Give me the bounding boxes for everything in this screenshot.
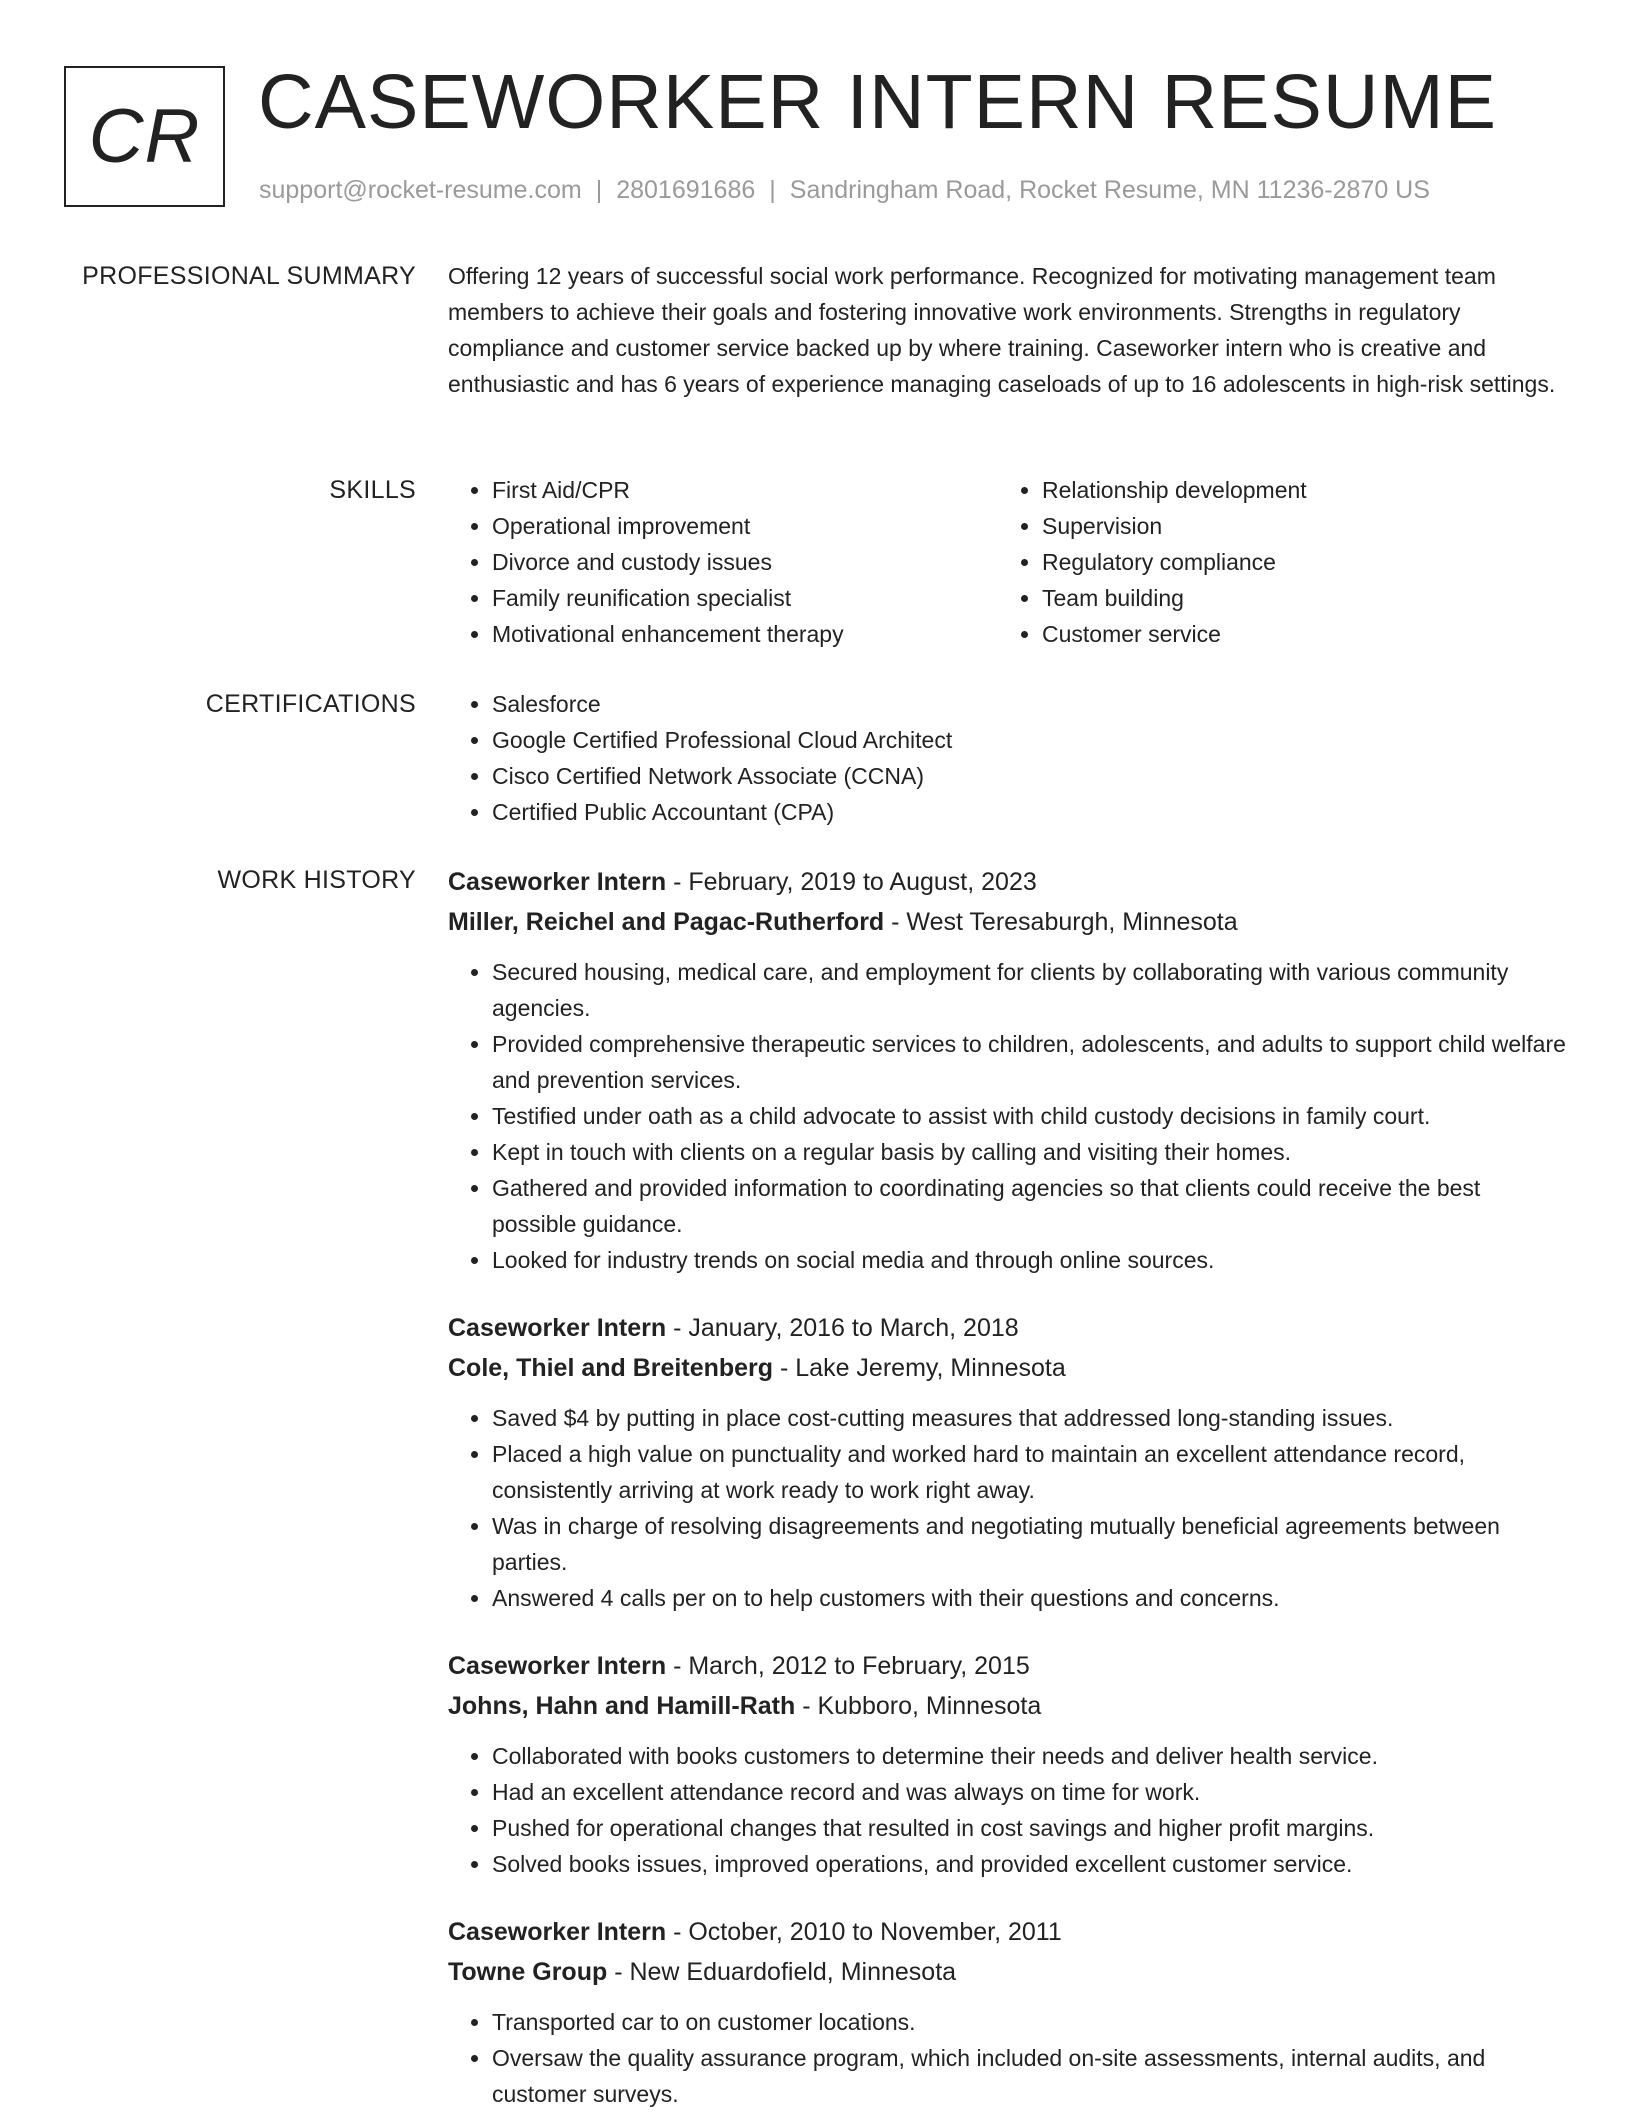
monogram-logo: CR [64,66,225,207]
job-company: Miller, Reichel and Pagac-Rutherford [448,908,885,936]
section-label-certifications: CERTIFICATIONS [205,690,416,718]
job-title: Caseworker Intern [448,1652,667,1680]
contact-separator: | [595,176,603,204]
list-item: • Testified under oath as a child advocate to assist with child custody decisions in family court. [492,1098,1568,1134]
job-company-line [448,902,1568,942]
job-title-line [448,1308,1568,1348]
list-item: • Secured housing, medical care, and employment for clients by collaborating with various community agencies. [492,954,1568,1026]
job-entry [448,1308,1568,1616]
contact-address: Sandringham Road, Rocket Resume, MN 11236-2870 US [789,176,1430,204]
list-item: • Supervision [1042,508,1548,544]
job-dates: - January, 2016 to March, 2018 [666,1314,1019,1342]
job-company-line [448,1686,1568,1726]
job-bullets [448,954,1568,1278]
list-item: • Placed a high value on punctuality and worked hard to maintain an excellent attendance record, consistently arriving at work ready to work right away. [492,1436,1568,1508]
work-history-body [448,862,1568,2112]
contact-separator: | [769,176,776,204]
list-item: • Cisco Certified Network Associate (CCNA) [492,758,1568,794]
job-title-line [448,862,1568,902]
job-location: - Kubboro, Minnesota [795,1692,1042,1720]
contact-phone: 2801691686 [616,176,756,204]
skills-column-left [448,472,998,652]
job-location: - West Teresaburgh, Minnesota [884,908,1238,936]
job-entry [448,862,1568,1278]
list-item: • Pushed for operational changes that resulted in cost savings and higher profit margins. [492,1810,1568,1846]
skills-column-right [998,472,1548,652]
list-item: • Motivational enhancement therapy [492,616,998,652]
job-dates: - February, 2019 to August, 2023 [666,868,1037,896]
job-company: Cole, Thiel and Breitenberg [448,1354,774,1382]
list-item: • Was in charge of resolving disagreements and negotiating mutually beneficial agreements between parties. [492,1508,1568,1580]
job-company: Johns, Hahn and Hamill-Rath [448,1692,796,1720]
list-item: • Kept in touch with clients on a regular basis by calling and visiting their homes. [492,1134,1568,1170]
job-bullets [448,1738,1568,1882]
job-bullets [448,2004,1568,2112]
list-item: • Answered 4 calls per on to help customers with their questions and concerns. [492,1580,1568,1616]
job-entry [448,1646,1568,1882]
list-item: • Saved $4 by putting in place cost-cutting measures that addressed long-standing issues. [492,1400,1568,1436]
list-item: • Oversaw the quality assurance program, which included on-site assessments, internal audits, and customer surveys. [492,2040,1568,2112]
list-item: • Customer service [1042,616,1548,652]
job-title: Caseworker Intern [448,1314,667,1342]
list-item: • Google Certified Professional Cloud Architect [492,722,1568,758]
skills-body [448,472,1568,652]
section-label-summary: PROFESSIONAL SUMMARY [82,262,416,290]
list-item: • Looked for industry trends on social media and through online sources. [492,1242,1568,1278]
list-item: • Certified Public Accountant (CPA) [492,794,1568,830]
list-item: • Gathered and provided information to coordinating agencies so that clients could receive the best possible guidance. [492,1170,1568,1242]
section-label-skills: SKILLS [329,476,416,504]
section-label-work-history: WORK HISTORY [217,866,416,894]
job-location: - Lake Jeremy, Minnesota [773,1354,1066,1382]
job-title: Caseworker Intern [448,868,667,896]
summary-body [448,258,1568,402]
list-item: • Operational improvement [492,508,998,544]
page-title: CASEWORKER INTERN RESUME [258,59,1498,145]
job-title-line [448,1646,1568,1686]
job-entry [448,1912,1568,2112]
list-item: • Divorce and custody issues [492,544,998,580]
job-company: Towne Group [448,1958,608,1986]
job-company-line [448,1348,1568,1388]
job-dates: - March, 2012 to February, 2015 [666,1652,1030,1680]
contact-email: support@rocket-resume.com [259,176,582,204]
list-item: • Provided comprehensive therapeutic services to children, adolescents, and adults to support child welfare and prevention services. [492,1026,1568,1098]
list-item: • First Aid/CPR [492,472,998,508]
certifications-body [448,686,1568,830]
list-item: • Team building [1042,580,1548,616]
list-item: • Transported car to on customer locations. [492,2004,1568,2040]
job-dates: - October, 2010 to November, 2011 [666,1918,1062,1946]
job-company-line [448,1952,1568,1992]
job-title: Caseworker Intern [448,1918,667,1946]
contact-line [259,174,1430,206]
list-item: • Regulatory compliance [1042,544,1548,580]
job-location: - New Eduardofield, Minnesota [607,1958,957,1986]
job-bullets [448,1400,1568,1616]
summary-text: Offering 12 years of successful social work performance. Recognized for motivating management team members to achieve their goals and fostering innovative work environments. Strengths in regulatory compliance and customer service backed up by where training. Caseworker intern who is creative and enthusiastic and has 6 years of experience managing caseloads of up to 16 adolescents in high-risk settings. [448,263,1556,397]
list-item: • Had an excellent attendance record and was always on time for work. [492,1774,1568,1810]
list-item: • Collaborated with books customers to determine their needs and deliver health service. [492,1738,1568,1774]
list-item: • Salesforce [492,686,1568,722]
list-item: • Family reunification specialist [492,580,998,616]
job-title-line [448,1912,1568,1952]
list-item: • Solved books issues, improved operations, and provided excellent customer service. [492,1846,1568,1882]
list-item: • Relationship development [1042,472,1548,508]
